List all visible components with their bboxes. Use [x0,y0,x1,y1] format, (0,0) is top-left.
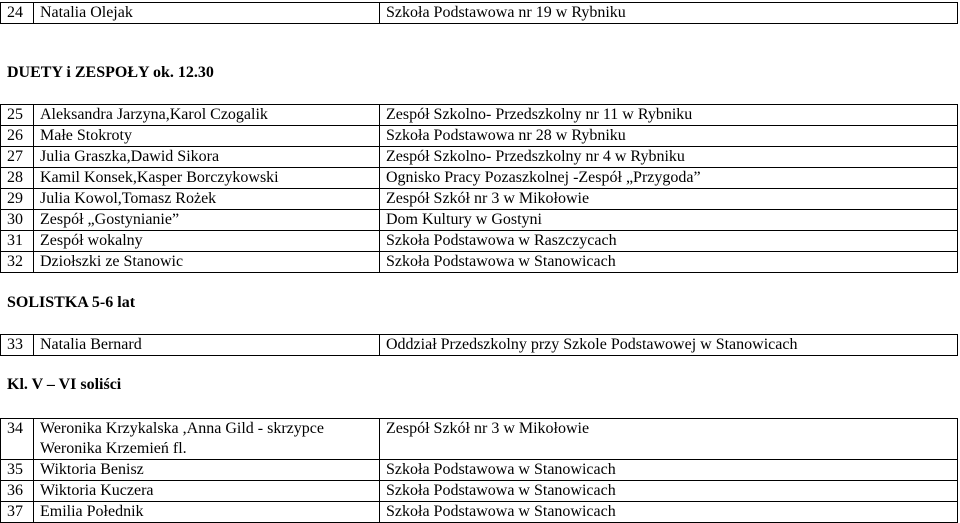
row-number: 26 [1,126,34,147]
table-row [1,105,958,126]
table-row [1,168,958,189]
table-kl [0,418,958,523]
table-row [1,460,958,481]
section-heading-solistka: SOLISTKA 5-6 lat [7,294,136,311]
table-row [1,3,958,24]
school-name: Szkoła Podstawowa w Stanowicach [380,481,958,502]
participant-name: Zespół wokalny [34,231,380,252]
participant-name: Dziołszki ze Stanowic [34,252,380,273]
participant-name: Wiktoria Benisz [34,460,380,481]
table-row [1,502,958,523]
school-name: Szkoła Podstawowa w Stanowicach [380,460,958,481]
row-number: 30 [1,210,34,231]
row-number: 35 [1,460,34,481]
table-row [1,210,958,231]
table-row [1,147,958,168]
participant-name [34,419,380,460]
school-name: Dom Kultury w Gostyni [380,210,958,231]
table-row [1,231,958,252]
row-number: 34 [1,419,34,460]
row-number: 36 [1,481,34,502]
table-row [1,252,958,273]
row-number: 32 [1,252,34,273]
row-number: 33 [1,335,34,356]
participant-name: Julia Kowol,Tomasz Rożek [34,189,380,210]
participant-name: Natalia Olejak [34,3,380,24]
participant-name: Wiktoria Kuczera [34,481,380,502]
participant-name: Natalia Bernard [34,335,380,356]
table-duety [0,104,958,273]
school-name: Szkoła Podstawowa w Stanowicach [380,502,958,523]
table-row [1,126,958,147]
table-row [1,419,958,460]
table-row [1,189,958,210]
row-number: 29 [1,189,34,210]
participant-name: Julia Graszka,Dawid Sikora [34,147,380,168]
table-top [0,2,958,24]
school-name: Szkoła Podstawowa nr 19 w Rybniku [380,3,958,24]
participant-name: Aleksandra Jarzyna,Karol Czogalik [34,105,380,126]
school-name: Szkoła Podstawowa w Raszczycach [380,231,958,252]
participant-name-line2: Weronika Krzemień fl. [40,440,187,457]
school-name: Zespół Szkół nr 3 w Mikołowie [380,419,958,460]
section-heading-duety: DUETY i ZESPOŁY ok. 12.30 [7,64,214,81]
participant-name: Emilia Połednik [34,502,380,523]
school-name: Szkoła Podstawowa nr 28 w Rybniku [380,126,958,147]
row-number: 28 [1,168,34,189]
participant-name: Zespół „Gostynianie” [34,210,380,231]
section-heading-kl: Kl. V – VI soliści [7,376,122,393]
row-number: 27 [1,147,34,168]
table-solistka [0,334,958,356]
school-name: Oddział Przedszkolny przy Szkole Podstawowej w Stanowicach [380,335,958,356]
participant-name-line1: Weronika Krzykalska ,Anna Gild - skrzypce [40,420,324,437]
row-number: 31 [1,231,34,252]
school-name: Ognisko Pracy Pozaszkolnej -Zespół „Przygoda” [380,168,958,189]
row-number: 37 [1,502,34,523]
participant-name: Kamil Konsek,Kasper Borczykowski [34,168,380,189]
school-name: Szkoła Podstawowa w Stanowicach [380,252,958,273]
participant-name: Małe Stokroty [34,126,380,147]
school-name: Zespół Szkolno- Przedszkolny nr 4 w Rybniku [380,147,958,168]
row-number: 24 [1,3,34,24]
table-row [1,335,958,356]
row-number: 25 [1,105,34,126]
school-name: Zespół Szkół nr 3 w Mikołowie [380,189,958,210]
school-name: Zespół Szkolno- Przedszkolny nr 11 w Rybniku [380,105,958,126]
table-row [1,481,958,502]
